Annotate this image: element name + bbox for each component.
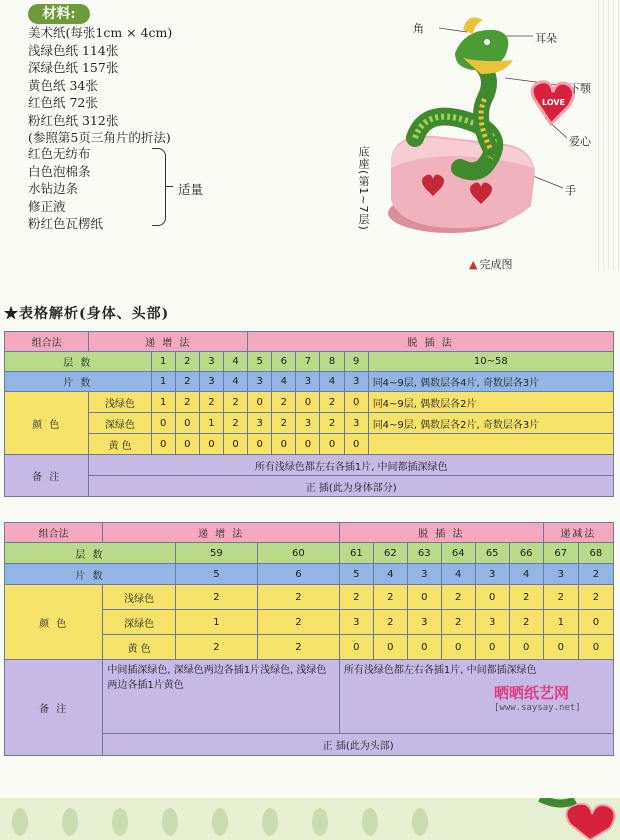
table-cell: 正 插(此为身体部分) (89, 476, 614, 497)
table-row (5, 543, 614, 564)
row-label: 颜 色 (5, 392, 89, 455)
extra-item: 水钻边条 (28, 181, 79, 196)
table-cell: 1 (151, 372, 175, 392)
table-cell: 4 (272, 372, 296, 392)
section-title: ★表格解析(身体、头部) (4, 306, 170, 322)
table-cell: 2 (175, 635, 257, 660)
row-label: 备 注 (5, 455, 89, 497)
table-cell: 3 (543, 564, 578, 585)
table-cell: 2 (543, 585, 578, 610)
table-cell: 67 (543, 543, 578, 564)
color-name: 浅绿色 (103, 585, 176, 610)
leaf-pattern-icon (0, 798, 620, 840)
table-cell: 所有浅绿色都左右各插1片, 中间都插深绿色 (89, 455, 614, 476)
table-cell: 2 (257, 635, 339, 660)
table-cell: 2 (441, 610, 475, 635)
table-cell: 2 (320, 413, 344, 434)
brace-icon (152, 148, 166, 226)
table-cell: 61 (339, 543, 373, 564)
table-cell: 2 (509, 585, 543, 610)
table-cell: 3 (344, 413, 368, 434)
table-cell: 0 (407, 635, 441, 660)
table-cell: 0 (475, 635, 509, 660)
color-name: 深绿色 (103, 610, 176, 635)
table-cell: 2 (509, 610, 543, 635)
table-cell: 2 (339, 585, 373, 610)
table-cell: 0 (248, 392, 272, 413)
table-cell: 2 (199, 392, 223, 413)
table-cell: 4 (509, 564, 543, 585)
table-cell: 65 (475, 543, 509, 564)
table-cell: 0 (373, 635, 407, 660)
table-cell: 0 (344, 434, 368, 455)
table-cell: 3 (475, 564, 509, 585)
table-cell: 3 (199, 352, 223, 372)
materials-list (28, 24, 172, 147)
table-cell: 3 (248, 413, 272, 434)
header-cell: 递减法 (543, 523, 613, 543)
table-row (5, 585, 614, 610)
extra-item: 红色无纺布 (28, 146, 91, 161)
table-cell: 1 (151, 352, 175, 372)
table-cell: 正 插(此为头部) (103, 734, 614, 756)
table-cell: 2 (272, 392, 296, 413)
table-cell: 2 (257, 610, 339, 635)
table-cell: 4 (320, 372, 344, 392)
color-name: 浅绿色 (89, 392, 151, 413)
table-cell: 0 (248, 434, 272, 455)
table-row (5, 476, 614, 497)
table-cell: 2 (175, 585, 257, 610)
table-cell: 中间插深绿色, 深绿色两边各插1片浅绿色, 浅绿色两边各插1片黄色 (103, 660, 340, 734)
callout-horn: 角 (413, 22, 424, 35)
callout-base: 底座(第1~7层) (357, 146, 370, 231)
table-cell: 3 (475, 610, 509, 635)
table-cell: 3 (296, 372, 320, 392)
row-label: 片 数 (5, 372, 152, 392)
triangle-icon: ▲ (469, 258, 478, 271)
table-cell: 0 (578, 610, 613, 635)
material-item: 美术纸(每张1cm × 4cm) (28, 25, 173, 40)
color-name: 黄 色 (89, 434, 151, 455)
table-cell: 2 (175, 372, 199, 392)
table-cell: 2 (441, 585, 475, 610)
callout-hand: 手 (565, 184, 576, 197)
row-label: 颜 色 (5, 585, 103, 660)
table-cell: 2 (175, 352, 199, 372)
table-cell: 所有浅绿色都左右各插1片, 中间都插深绿色 (339, 660, 613, 734)
table-row (5, 352, 614, 372)
table-row (5, 434, 614, 455)
table-cell: 0 (475, 585, 509, 610)
table-cell: 60 (257, 543, 339, 564)
table-cell: 66 (509, 543, 543, 564)
table-cell: 4 (224, 372, 248, 392)
table-cell: 10~58 (368, 352, 613, 372)
table-cell: 3 (248, 372, 272, 392)
table-cell: 9 (344, 352, 368, 372)
material-item: 浅绿色纸 114张 (28, 42, 119, 58)
material-item: 红色纸 72张 (28, 95, 98, 110)
table-cell: 2 (175, 392, 199, 413)
table-row (5, 455, 614, 476)
table-cell: 0 (199, 434, 223, 455)
table-cell: 0 (175, 413, 199, 434)
table-cell: 63 (407, 543, 441, 564)
table-cell: 4 (373, 564, 407, 585)
table-cell: 3 (339, 610, 373, 635)
decorative-bottom-band (0, 798, 620, 840)
color-name: 深绿色 (89, 413, 151, 434)
table-cell: 0 (151, 434, 175, 455)
table-cell: 1 (543, 610, 578, 635)
table-cell: 62 (373, 543, 407, 564)
table-cell: 5 (175, 564, 257, 585)
table-cell: 7 (296, 352, 320, 372)
table-cell: 2 (373, 610, 407, 635)
extras-list (28, 145, 103, 233)
table-cell: 6 (257, 564, 339, 585)
site-watermark (494, 682, 618, 716)
table-cell: 8 (320, 352, 344, 372)
material-item: 深绿色纸 157张 (28, 60, 119, 75)
row-label: 备 注 (5, 660, 103, 756)
table-cell: 0 (224, 434, 248, 455)
table-cell: 0 (175, 434, 199, 455)
row-label: 片 数 (5, 564, 176, 585)
extra-item: 白色泡棉条 (28, 163, 91, 179)
table-cell: 5 (339, 564, 373, 585)
table-cell: 4 (441, 564, 475, 585)
table-cell: 2 (578, 564, 613, 585)
table-cell: 0 (320, 434, 344, 455)
table-cell: 2 (257, 585, 339, 610)
table-cell: 5 (248, 352, 272, 372)
callout-heart: 爱心 (569, 135, 591, 148)
row-label: 层 数 (5, 543, 176, 564)
table-cell: 2 (224, 413, 248, 434)
table-cell: 1 (151, 392, 175, 413)
table-cell: 68 (578, 543, 613, 564)
table-row (5, 372, 614, 392)
table-cell: 3 (199, 372, 223, 392)
header-cell: 递 增 法 (103, 523, 340, 543)
table-row (5, 392, 614, 413)
caption-text: 完成图 (479, 258, 513, 271)
table-cell: 1 (175, 610, 257, 635)
table-body-section (4, 331, 614, 497)
header-cell: 组合法 (5, 332, 89, 352)
table-cell: 2 (373, 585, 407, 610)
figure-caption (469, 256, 512, 272)
material-item: (参照第5页三角片的折法) (28, 130, 171, 145)
color-name: 黄 色 (103, 635, 176, 660)
table-cell: 0 (151, 413, 175, 434)
material-item: 黄色纸 34张 (28, 77, 98, 93)
row-label: 层 数 (5, 352, 152, 372)
table-row (5, 413, 614, 434)
table-cell: 3 (296, 413, 320, 434)
material-item: 粉红色纸 312张 (28, 112, 119, 128)
table-cell: 0 (578, 635, 613, 660)
love-sign-text: LOVE (542, 98, 566, 107)
table-cell: 0 (441, 635, 475, 660)
table-cell: 2 (272, 413, 296, 434)
table-cell: 0 (339, 635, 373, 660)
table-row (5, 332, 614, 352)
table-cell: 0 (543, 635, 578, 660)
table-cell: 64 (441, 543, 475, 564)
watermark-url: [www.saysay.net] (494, 703, 581, 713)
table-cell: 1 (199, 413, 223, 434)
table-row (5, 523, 614, 543)
table-cell: 同4~9层, 偶数层各2片, 奇数层各3片 (368, 413, 613, 434)
extra-item: 粉红色瓦楞纸 (28, 216, 104, 231)
table-cell: 2 (320, 392, 344, 413)
callout-ear: 耳朵 (535, 32, 557, 45)
finished-product-illustration (355, 8, 620, 280)
table-cell: 0 (296, 392, 320, 413)
table-cell: 3 (407, 610, 441, 635)
watermark-title: 晒晒纸艺网 (494, 684, 570, 702)
callout-jaw: 下颚 (569, 82, 591, 95)
table-cell: 0 (296, 434, 320, 455)
header-cell: 脱 插 法 (339, 523, 543, 543)
table-cell: 同4~9层, 偶数层各2片 (368, 392, 613, 413)
table-cell: 0 (344, 392, 368, 413)
table-cell: 0 (509, 635, 543, 660)
table-cell: 2 (578, 585, 613, 610)
table-cell: 0 (407, 585, 441, 610)
table-row (5, 564, 614, 585)
materials-badge: 材料: (28, 4, 90, 24)
extra-item: 修正液 (28, 198, 66, 214)
table-head-section (4, 522, 614, 756)
table-cell: 0 (272, 434, 296, 455)
header-cell: 脱 插 法 (248, 332, 614, 352)
table-cell: 6 (272, 352, 296, 372)
table-cell: 3 (344, 372, 368, 392)
table-cell: 4 (224, 352, 248, 372)
table-cell: 2 (224, 392, 248, 413)
table-cell: 同4~9层, 偶数层各4片, 奇数层各3片 (368, 372, 613, 392)
header-cell: 递 增 法 (89, 332, 248, 352)
table-cell: 3 (407, 564, 441, 585)
header-cell: 组合法 (5, 523, 103, 543)
table-cell (368, 434, 613, 455)
table-cell: 59 (175, 543, 257, 564)
extras-note: 适量 (178, 182, 204, 197)
